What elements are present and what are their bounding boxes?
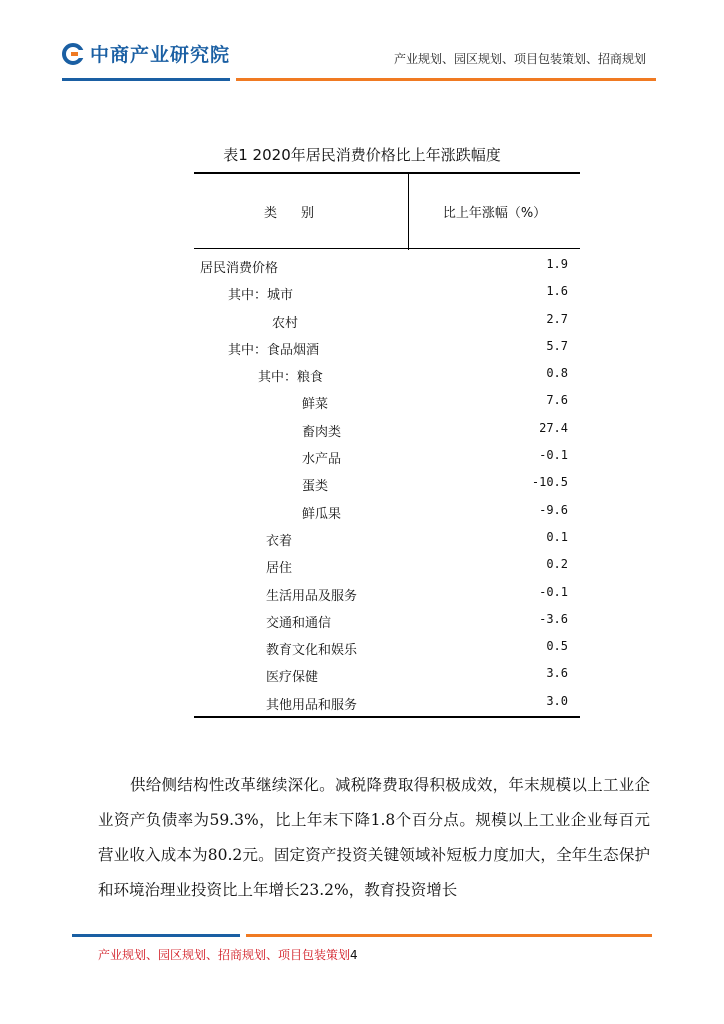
- row-label: 交通和通信: [266, 615, 332, 631]
- row-label: 鲜菜: [302, 397, 329, 413]
- row-label: 其中：食品烟酒: [228, 342, 320, 358]
- row-label: 居住: [266, 561, 293, 577]
- row-label: 鲜瓜果: [302, 506, 342, 522]
- table-row: [194, 634, 580, 661]
- table-row: [194, 334, 580, 361]
- row-label: 蛋类: [302, 479, 329, 495]
- footer: [98, 946, 358, 963]
- table-row: [194, 388, 580, 415]
- row-value: 27.4: [539, 420, 568, 435]
- table-row: [194, 361, 580, 388]
- row-value: -0.1: [539, 448, 568, 463]
- logo-text: 中商产业研究院: [90, 44, 231, 66]
- row-value: 0.2: [546, 557, 568, 572]
- footer-divider-orange: [246, 934, 652, 937]
- column-header-category: 类别: [263, 206, 338, 221]
- row-value: -3.6: [539, 611, 568, 626]
- row-value: 0.5: [546, 639, 568, 654]
- table-row: [194, 307, 580, 334]
- row-label: 其中：城市: [228, 288, 294, 304]
- table-header-rule: [194, 248, 580, 249]
- body-paragraph: [98, 768, 650, 908]
- row-label: 农村: [272, 315, 299, 331]
- row-value: -9.6: [539, 502, 568, 517]
- table-row: [194, 525, 580, 552]
- table-row: [194, 498, 580, 525]
- page-number: 4: [350, 948, 358, 962]
- row-value: -0.1: [539, 584, 568, 599]
- paragraph-text: 供给侧结构性改革继续深化。减税降费取得积极成效，年末规模以上工业企业资产负债率为59.3%，比上年末下降1.8个百分点。规模以上工业企业每百元营业收入成本为80.2元。固定资产投资关键领域补短板力度加大，全年生态保护和环境治理业投资比上年增长23.2%，教育投资增长: [98, 776, 650, 899]
- row-value: 3.0: [546, 693, 568, 708]
- row-label: 医疗保健: [266, 670, 319, 686]
- row-label: 畜肉类: [302, 424, 342, 440]
- footer-divider-blue: [72, 934, 240, 937]
- row-value: 5.7: [546, 338, 568, 353]
- row-value: 1.6: [546, 284, 568, 299]
- table-row: [194, 252, 580, 279]
- table-row: [194, 552, 580, 579]
- table-row: [194, 279, 580, 306]
- header-divider-blue: [62, 78, 230, 81]
- row-value: 7.6: [546, 393, 568, 408]
- row-label: 教育文化和娱乐: [266, 643, 358, 659]
- row-label: 其中：粮食: [258, 370, 324, 386]
- table-row: [194, 443, 580, 470]
- row-value: -10.5: [531, 475, 568, 490]
- row-value: 0.1: [546, 529, 568, 544]
- footer-tagline: 产业规划、园区规划、招商规划、项目包装策划: [98, 948, 351, 962]
- table-body: [194, 252, 580, 716]
- table-row: [194, 661, 580, 688]
- row-label: 衣着: [266, 533, 293, 549]
- table-caption: 表1 2020年居民消费价格比上年涨跌幅度: [223, 146, 501, 164]
- header-tagline: 产业规划、园区规划、项目包装策划、招商规划: [393, 52, 646, 66]
- row-value: 1.9: [546, 257, 568, 271]
- row-label: 生活用品及服务: [266, 588, 358, 604]
- cpi-table: [194, 172, 580, 718]
- row-value: 0.8: [546, 366, 568, 381]
- table-row: [194, 689, 580, 716]
- table-bottom-rule: [194, 716, 580, 718]
- company-logo: [62, 40, 230, 67]
- table-top-rule: [194, 172, 580, 174]
- row-label: 居民消费价格: [200, 261, 279, 276]
- table-row: [194, 580, 580, 607]
- logo-icon: [62, 43, 84, 65]
- row-value: 3.6: [546, 666, 568, 681]
- column-header-value: 比上年涨幅（%）: [442, 206, 547, 221]
- table-row: [194, 416, 580, 443]
- table-row: [194, 607, 580, 634]
- header-divider-orange: [236, 78, 656, 81]
- row-value: 2.7: [546, 311, 568, 326]
- row-label: 其他用品和服务: [266, 697, 358, 713]
- row-label: 水产品: [302, 452, 342, 468]
- table-row: [194, 470, 580, 497]
